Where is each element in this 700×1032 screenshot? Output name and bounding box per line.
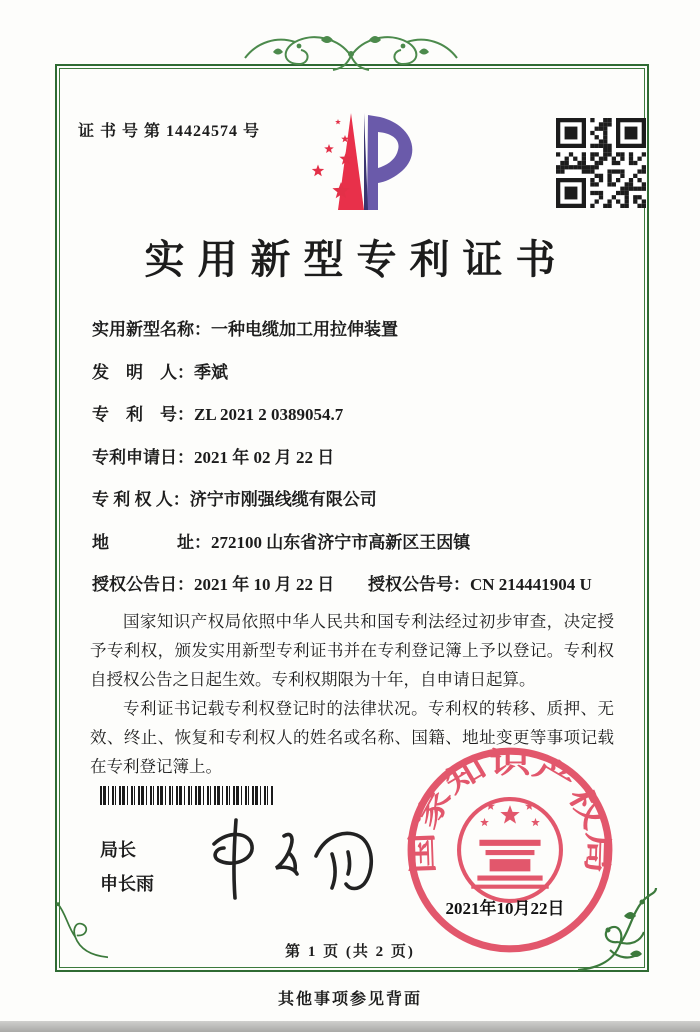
field-row-patent-no [92, 400, 622, 443]
legal-paragraph: 国家知识产权局依照中华人民共和国专利法经过初步审查，决定授予专利权，颁发实用新型专利证书并在专利登记簿上予以登记。专利权自授权公告之日起生效。专利权期限为十年，自申请日起算。 [90, 612, 614, 689]
official-seal-icon [404, 744, 616, 956]
field-label: 授权公告号： [368, 575, 470, 594]
seal-date: 2021年10月22日 [445, 899, 565, 918]
field-grant-number [368, 570, 592, 595]
field-label: 专 利 号： [92, 405, 194, 424]
field-row-patentee [92, 485, 622, 528]
field-value: ZL 2021 2 0389054.7 [194, 405, 344, 424]
barcode-icon [100, 786, 274, 805]
signer-title: 局长 [100, 840, 136, 860]
field-label: 实用新型名称： [92, 320, 211, 339]
seal-text: 国家知识产权局 [407, 747, 614, 875]
field-value: 一种电缆加工用拉伸装置 [211, 320, 398, 339]
field-value: 2021 年 10 月 22 日 [194, 575, 335, 594]
field-row-filing-date [92, 443, 622, 486]
field-row-address [92, 528, 622, 571]
field-label: 发 明 人： [92, 362, 194, 382]
cnipa-patent-logo-icon [288, 108, 428, 216]
field-value: 272100 山东省济宁市高新区王因镇 [211, 532, 471, 552]
handwritten-signature-icon [198, 810, 384, 908]
field-label: 专利申请日： [92, 447, 194, 467]
page-number: 第 1 页 (共 2 页) [285, 944, 415, 960]
field-label: 授权公告日： [92, 575, 194, 594]
scan-edge [0, 1021, 700, 1032]
field-label: 专 利 权 人： [92, 490, 190, 509]
field-value: 济宁市刚强线缆有限公司 [189, 490, 377, 509]
back-note: 其他事项参见背面 [277, 991, 422, 1008]
signer-name: 申长雨 [100, 874, 154, 894]
field-row-name [92, 315, 622, 358]
national-emblem-icon [459, 799, 561, 901]
certificate-number: 证 书 号 第 14424574 号 [78, 123, 261, 140]
qr-code-icon [556, 118, 646, 208]
page-title: 实用新型专利证书 [144, 237, 569, 282]
field-value: CN 214441904 U [470, 575, 592, 594]
field-value: 季斌 [194, 362, 228, 382]
field-row-inventor [92, 358, 622, 401]
field-label: 地 址： [92, 532, 211, 552]
field-value: 2021 年 02 月 22 日 [194, 447, 335, 467]
field-list [92, 315, 622, 613]
legal-paragraph: 专利证书记载专利权登记时的法律状况。专利权的转移、质押、无效、终止、恢复和专利权人的姓名或名称、国籍、地址变更等事项记载在专利登记簿上。 [90, 699, 614, 776]
